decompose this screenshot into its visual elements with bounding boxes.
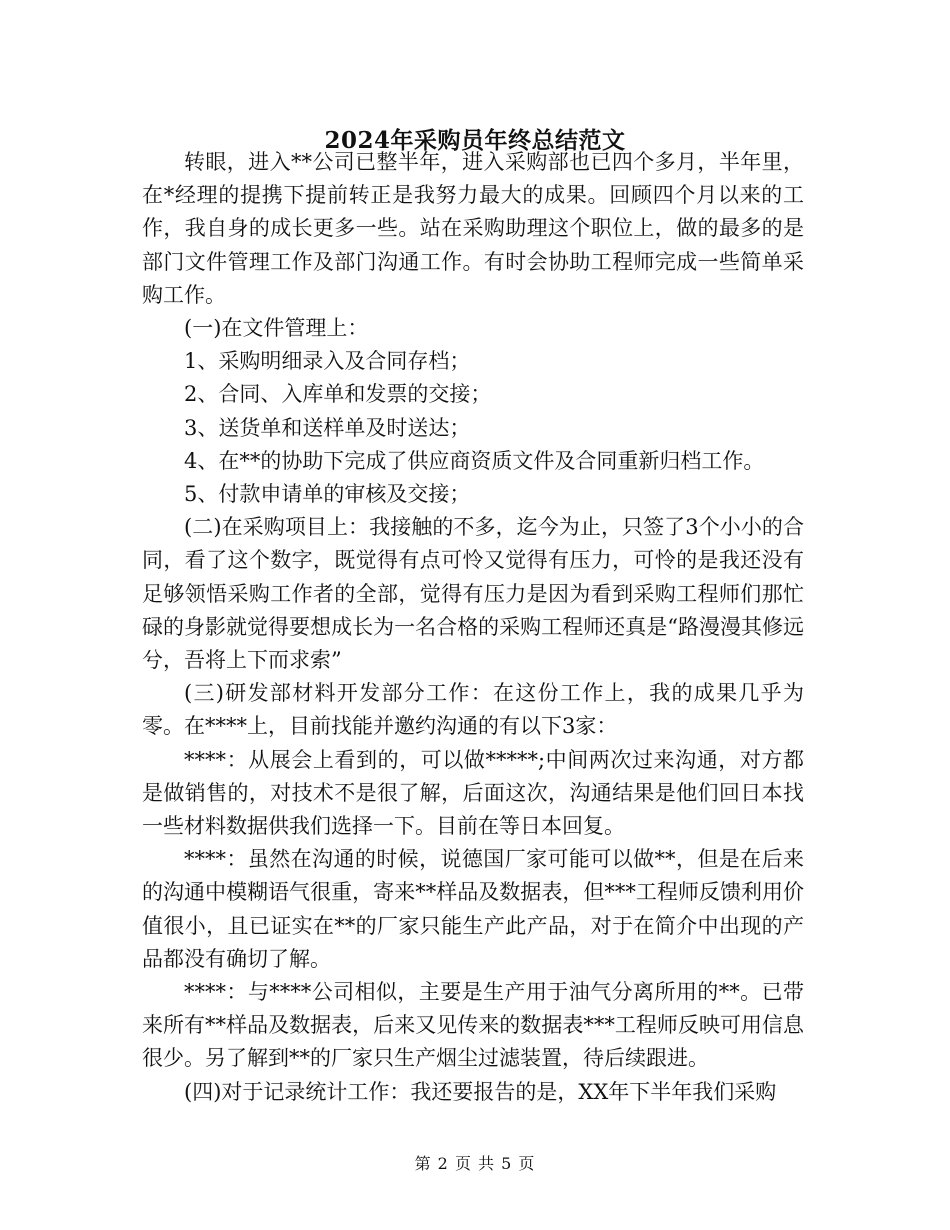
paragraph-supplier-3: ****：与****公司相似，主要是生产用于油气分离所用的**。已带来所有**样品及数据表，后来又见传来的数据表***工程师反映可用信息很少。另了解到**的厂家只生产烟尘过滤装置，待后续跟进。 — [142, 980, 804, 1071]
paragraph-section-2: (二)在采购项目上：我接触的不多，迄今为止，只签了3个小小的合同，看了这个数字，既觉得有点可怜又觉得有压力，可怜的是我还没有足够领悟采购工作者的全部，觉得有压力是因为看到采购工程师们那忙碌的身影就觉得要想成长为一名合格的采购工程师还真是“路漫漫其修远兮，吾将上下而求索” — [142, 515, 804, 673]
paragraph-section-1-heading: (一)在文件管理上： — [184, 316, 369, 341]
paragraph-supplier-1: ****：从展会上看到的，可以做*****;中间两次过来沟通，对方都是做销售的，对技术不是很了解，后面这次，沟通结果是他们回日本找一些材料数据供我们选择一下。目前在等日本回复。 — [142, 747, 804, 839]
list-item: 2、合同、入库单和发票的交接； — [184, 382, 492, 407]
list-item: 4、在**的协助下完成了供应商资质文件及合同重新归档工作。 — [184, 448, 765, 473]
paragraph-supplier-2: ****：虽然在沟通的时候，说德国厂家可能可以做**，但是在后来的沟通中模糊语气很重，寄来**样品及数据表，但***工程师反馈利用价值很小，且已证实在**的厂家只能生产此产品，对于在简介中出现的产品都没有确切了解。 — [142, 847, 804, 971]
list-item: 1、采购明细录入及合同存档； — [184, 349, 471, 374]
document-title: 2024年采购员年终总结范文 — [324, 127, 626, 155]
page-footer: 第 2 页 共 5 页 — [414, 1154, 536, 1173]
paragraph-section-4: (四)对于记录统计工作：我还要报告的是，XX年下半年我们采购 — [184, 1079, 777, 1104]
list-item: 5、付款申请单的审核及交接； — [184, 482, 471, 507]
paragraph-intro: 转眼，进入**公司已整半年，进入采购部也已四个多月，半年里，在*经理的提携下提前转正是我努力最大的成果。回顾四个月以来的工作，我自身的成长更多一些。站在采购助理这个职位上，做的最多的是部门文件管理工作及部门沟通工作。有时会协助工程师完成一些简单采购工作。 — [142, 150, 804, 307]
paragraph-section-3: (三)研发部材料开发部分工作：在这份工作上，我的成果几乎为零。在****上，目前找能并邀约沟通的有以下3家： — [142, 681, 804, 739]
list-item: 3、送货单和送样单及时送达； — [184, 415, 471, 440]
document-body — [142, 146, 804, 1109]
